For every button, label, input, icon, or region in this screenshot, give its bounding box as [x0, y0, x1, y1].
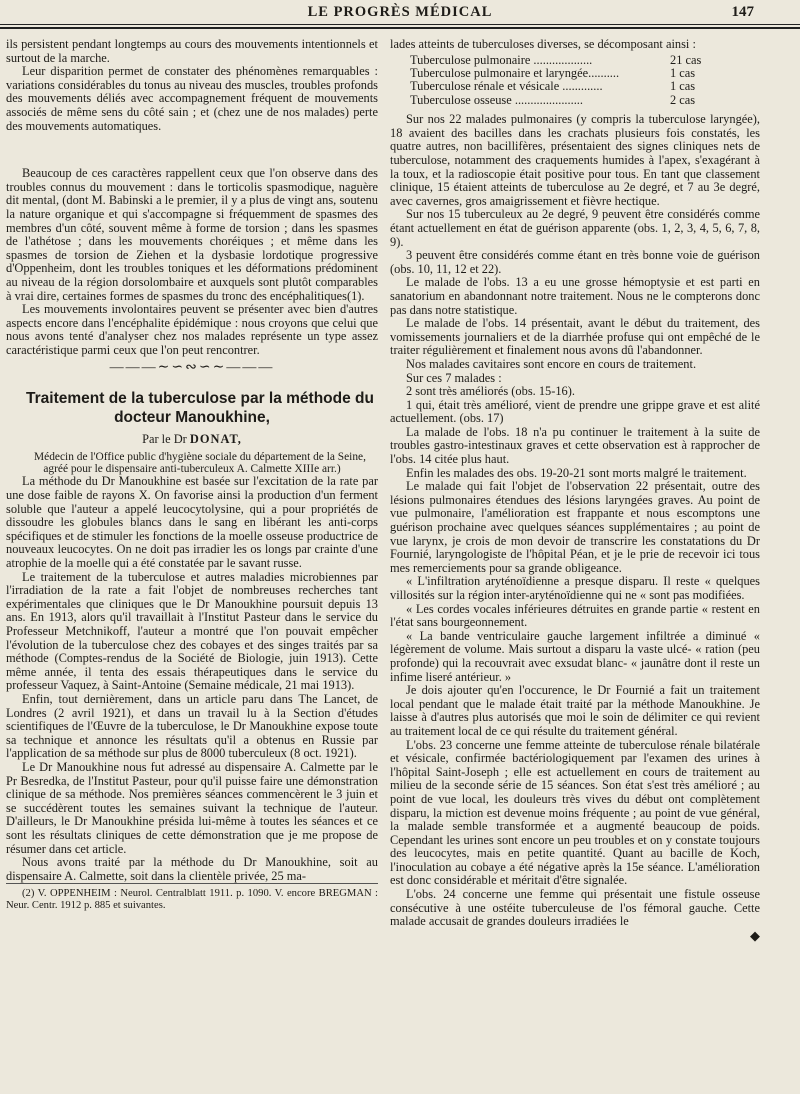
author-name: DONAT,	[189, 432, 242, 447]
case-row	[410, 94, 710, 107]
case-row	[410, 67, 710, 80]
case-count: 21 cas	[670, 52, 702, 67]
paragraph: La malade de l'obs. 18 n'a pu continuer le traitement à la suite de troubles gastro-intestinaux graves et cette observation est à rapprocher de l'obs. 14 citée plus haut.	[390, 424, 760, 467]
case-row	[410, 54, 710, 67]
paragraph: 3 peuvent être considérés comme étant en très bonne voie de guérison (obs. 10, 11, 12 et 22).	[390, 248, 760, 276]
end-mark: ◆	[750, 927, 760, 943]
quote-paragraph: « La bande ventriculaire gauche largement infiltrée a diminué « légèrement de volume. Mais surtout a disparu la vaste ulcé- « ration (peu profonde) qui la recouvrait avec exsudat blanc- « jaunâtre dont il reste un infime liseré antérieur. »	[390, 628, 760, 684]
header-rule	[0, 24, 800, 25]
paragraph: L'obs. 23 concerne une femme atteinte de tuberculose rénale bilatérale et vésicale, confirmée bactériologiquement par l'examen des urines à l'hôpital Saint-Joseph ; elle est actuellement en cours de traitement au milieu de la seconde série de 15 séances. Son état s'est très amélioré ; au point de vue local, les douleurs très vives du début ont complètement disparu, la miction est devenue moins fréquente ; au point de vue général, la malade semble transformée et a augmenté beaucoup de poids. Cependant les urines sont encore un peu troubles et on y constate toujours des leucocytes, mais en petite quantité. Quant au bacille de Koch, l'inoculation au cobaye a été négative après la 15e séance. L'amélioration est donc considérable et méritait d'être signalée.	[390, 737, 760, 888]
case-type: Tuberculose rénale et vésicale .............	[410, 79, 603, 94]
paragraph: Je dois ajouter qu'en l'occurence, le Dr Fournié a fait un traitement local pendant que le malade était traité par la méthode Manoukhine. Je laisse à d'autres plus autorisés que moi le soin de délimiter ce qui revient au traitement local de ce qui résulte du traitement général.	[390, 683, 760, 738]
paragraph: Le malade de l'obs. 13 a eu une grosse hémoptysie et est parti en sanatorium en abandonnant notre traitement. Nous ne le compterons donc pas dans notre statistique.	[390, 275, 760, 317]
paragraph: Nos malades cavitaires sont encore en cours de traitement.	[406, 356, 697, 371]
case-table	[410, 54, 710, 108]
paragraph: Le malade de l'obs. 14 présentait, avant le début du traitement, des vomissements journaliers et de la diarrhée profuse qui ont empêché de le traiter régulièrement et finalement nous avons dû l'abandonner.	[390, 316, 760, 358]
paragraph: lades atteints de tuberculoses diverses, se décomposant ainsi :	[390, 38, 696, 51]
paragraph: L'obs. 24 concerne une femme qui présentait une fistule osseuse consécutive à une ostéite tuberculeuse de l'os fémoral gauche. Cette malade accusait de grandes douleurs irradiées le	[390, 887, 760, 929]
page-number: 147	[731, 4, 754, 20]
paragraph: Le Dr Manoukhine nous fut adressé au dispensaire A. Calmette par le Pr Besredka, de l'Institut Pasteur, pour qu'il puisse faire une démonstration clinique de sa méthode. Nos premières séances commencèrent le 3 juin et se succédèrent toutes les semaines suivant la technique de l'auteur. D'ailleurs, le Dr Manoukhine présida lui-même à toutes les séances et ce sont les résultats cliniques de cette démonstration que je me propose de résumer dans cet article.	[6, 759, 378, 856]
paragraph: La méthode du Dr Manoukhine est basée sur l'excitation de la rate par une dose faible de rayons X. On favorise ainsi la production d'un ferment soluble que l'auteur a appelé leucocytolysine, qui a pour propriétés de dissoudre les globules blancs dans le sang en libérant les anti-corps spécifiques et de stimuler les fonctions de la moelle osseuse productrice de nouveaux leucocytes. On ne doit pas irradier les os longs par crainte d'une atrophie de la moelle qui a été constatée par le savant russe.	[6, 474, 378, 571]
paragraph: Beaucoup de ces caractères rappellent ceux que l'on observe dans des troubles connus du mouvement : dans le torticolis spasmodique, naguère dit mental, (dont M. Babinski a le premier, il y a plus de vingt ans, soutenu la nature organique et qui s'accompagne si fréquemment de spasmes des membres d'un côté, souvent même à forme de torsion ; dans les spasmes de l'athétose ; dans les mouvements choréiques ; et même dans les spasmes de torsion de Ziehen et la dysbasie lordotique progressive d'Oppenheim, dont les troubles toniques et les déformations prédominent au niveau de la région dorsolombaire et auxquels sont plutôt comparables à vrai dire, certaines formes de spasmes du tronc des encéphalitiques(1).	[6, 166, 378, 303]
case-type: Tuberculose osseuse ......................	[410, 92, 584, 107]
section-divider-ornament: ―――∼∽∾∽∼―――	[109, 360, 275, 376]
paragraph: Sur ces 7 malades :	[406, 370, 502, 385]
left-column	[6, 38, 378, 1088]
paragraph: Sur nos 15 tuberculeux au 2e degré, 9 peuvent être considérés comme étant actuellement en état de guérison apparente (obs. 1, 2, 3, 4, 5, 6, 7, 8, 9).	[390, 207, 760, 249]
article-title: Traitement de la tuberculose par la méthode du docteur Manoukhine,	[26, 390, 374, 427]
paragraph: ils persistent pendant longtemps au cours des mouvements intentionnels et surtout de la marche.	[6, 38, 378, 65]
right-column	[390, 38, 760, 1088]
case-count: 2 cas	[670, 92, 696, 107]
case-row	[410, 80, 710, 93]
case-type: Tuberculose pulmonaire et laryngée..........	[410, 66, 620, 80]
author-affiliation: Médecin de l'Office public d'hygiène sociale du département de la Seine, agréé pour le dispensaire anti-tuberculeux A. Calmette XIIIe arr.)	[34, 450, 366, 476]
footnote: (2) V. OPPENHEIM : Neurol. Centralblatt 1911. p. 1090. V. encore BREGMAN : Neur. Centr. 1912 p. 885 et suivantes.	[6, 883, 378, 912]
byline	[6, 433, 378, 447]
paragraph: Les mouvements involontaires peuvent se présenter avec bien d'autres aspects encore dans l'encéphalite épidémique : nous croyons que celui que nous avons tenté d'analyser chez nos malades représente un type assez caractéristique parmi ceux que l'on peut rencontrer.	[6, 302, 378, 357]
case-type: Tuberculose pulmonaire ...................	[410, 52, 593, 67]
case-count: 1 cas	[670, 79, 696, 94]
paragraph: Sur nos 22 malades pulmonaires (y compris la tuberculose laryngée), 18 avaient des bacilles dans les crachats plusieurs fois constatés, les quatre autres, non bacillifères, présentaient des signes cliniques nets de tuberculose, notamment des craquements humides à l'apex, s'exagérant à la toux, et la radioscopie était positive pour tous. En tant que classement clinique, 15 étaient atteints de tuberculose au 2e degré, et 7 au 3e degré, avec cavernes, gros amaigrissement et fièvre hectique.	[390, 112, 760, 208]
paragraph: Enfin les malades des obs. 19-20-21 sont morts malgré le traitement.	[406, 465, 747, 480]
case-count: 1 cas	[670, 66, 696, 80]
journal-title: LE PROGRÈS MÉDICAL	[307, 4, 493, 20]
page-header	[0, 4, 800, 22]
paragraph: Leur disparition permet de constater des phénomènes remarquables : variations considérables du tonus au niveau des muscles, troubles profonds des mouvements déliés avec accompagnement fréquent de mouvements associés de même sens du côté sain ; et (chez une de nos malades) perte des mouvements automatiques.	[6, 64, 378, 133]
header-rule-thick	[0, 27, 800, 29]
paragraph: Nous avons traité par la méthode du Dr Manoukhine, soit au dispensaire A. Calmette, soit dans la clientèle privée, 25 ma-	[6, 855, 378, 883]
quote-paragraph: « L'infiltration aryténoïdienne a presque disparu. Il reste « quelques villosités sur la région inter-aryténoïdienne qui ne « sont pas modifiées.	[390, 574, 760, 602]
byline-prefix: Par le Dr	[142, 432, 187, 447]
quote-paragraph: « Les cordes vocales inférieures détruites en grande partie « restent en l'état sans bourgeonnement.	[390, 601, 760, 630]
paragraph: 1 qui, était très amélioré, vient de prendre une grippe grave et est alité actuellement. (obs. 17)	[390, 397, 760, 426]
paragraph: 2 sont très améliorés (obs. 15-16).	[406, 384, 575, 399]
paragraph: Le traitement de la tuberculose et autres maladies microbiennes par l'irradiation de la rate a fait l'objet de nombreuses recherches tant expérimentales que cliniques que le Dr Manoukhine poursuit depuis 13 ans. En 1913, alors qu'il travaillait à l'Institut Pasteur dans le service du Professeur Metchnikoff, l'auteur a montré que l'on pouvait empêcher l'évolution de la tuberculose chez des cobayes et des singes traités par sa méthode (Comptes-rendus de la Société de Biologie, juin 1913). Cette même année, il tenta des essais thérapeutiques dans le service du professeur Vaquez, à Saint-Antoine (Semaine médicale, 21 mai 1913).	[6, 569, 378, 693]
paragraph: Le malade qui fait l'objet de l'observation 22 présentait, outre des lésions pulmonaires étendues des lésions laryngées graves. Au point de vue pulmonaire, l'amélioration est frappante et nous escomptons une guérison prochaine avec quelques séances supplémentaires ; au point de vue larynx, je crois de mon devoir de transcrire les constatations du Dr Fournié, laryngologiste de l'hôpital Péan, et je le prie de recevoir ici tous mes remerciements pour sa grande obligeance.	[390, 479, 760, 575]
paragraph: Enfin, tout dernièrement, dans un article paru dans The Lancet, de Londres (2 avril 1921), et dans un travail lu à la Section d'études scientifiques de l'Œuvre de la tuberculose, le Dr Manoukhine expose toute sa technique et annonce les résultats qu'il a obtenus en Russie par l'application de sa méthode sur plus de 8000 tuberculeux (8 oct. 1921).	[6, 691, 378, 761]
